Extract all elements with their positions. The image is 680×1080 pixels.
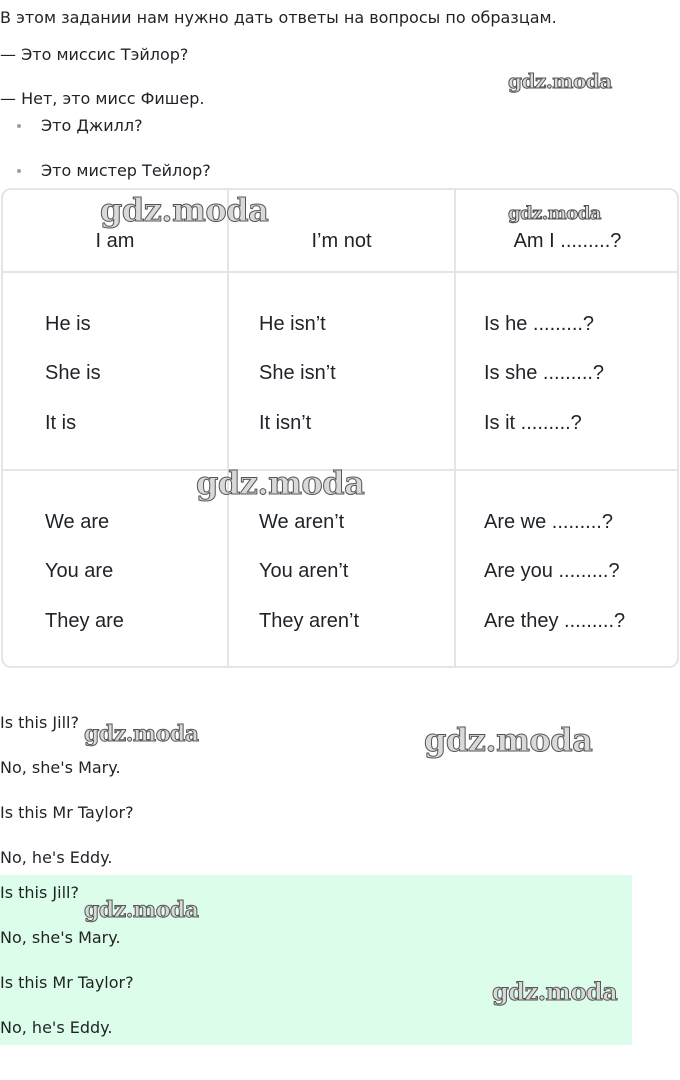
bullet-icon — [17, 124, 21, 128]
dialogue-line: Is this Mr Taylor? — [0, 803, 134, 822]
watermark: gdz.moda — [84, 721, 199, 747]
answer-line: Is this Jill? — [0, 883, 79, 902]
table-cell: They aren’t — [259, 610, 360, 632]
row-divider — [3, 469, 677, 471]
table-header: I am — [95, 230, 135, 252]
table-cell: You are — [45, 560, 114, 582]
example-question: — Это миссис Тэйлор? — [0, 45, 189, 64]
watermark: gdz.moda — [492, 977, 618, 1006]
watermark: gdz.moda — [508, 203, 601, 224]
watermark: gdz.moda — [196, 464, 365, 502]
watermark: gdz.moda — [84, 897, 199, 923]
dialogue-line: No, he's Eddy. — [0, 848, 113, 867]
answer-line: Is this Mr Taylor? — [0, 973, 134, 992]
grammar-table — [1, 188, 679, 668]
example-answer: — Нет, это мисс Фишер. — [0, 89, 205, 108]
answer-line: No, she's Mary. — [0, 928, 121, 947]
column-divider — [227, 190, 229, 666]
task-description: В этом задании нам нужно дать ответы на вопросы по образцам. — [0, 8, 557, 27]
table-cell: They are — [45, 610, 124, 632]
dialogue-line: No, she's Mary. — [0, 758, 121, 777]
row-divider — [3, 271, 677, 273]
table-cell: She is — [45, 362, 101, 384]
table-cell: We are — [45, 511, 110, 533]
table-cell: He isn’t — [259, 313, 326, 335]
list-item-text: Это мистер Тейлор? — [41, 161, 211, 180]
dialogue-line: Is this Jill? — [0, 713, 79, 732]
table-cell: She isn’t — [259, 362, 336, 384]
watermark: gdz.moda — [508, 69, 612, 93]
table-cell: It is — [45, 412, 77, 434]
table-cell: We aren’t — [259, 511, 345, 533]
table-cell: You aren’t — [259, 560, 349, 582]
table-cell: Is she .........? — [484, 362, 605, 384]
watermark: gdz.moda — [424, 721, 593, 759]
table-cell: Are we .........? — [484, 511, 613, 533]
answer-line: No, he's Eddy. — [0, 1018, 113, 1037]
list-item-text: Это Джилл? — [41, 116, 143, 135]
table-header: I’m not — [311, 230, 372, 252]
table-cell: It isn’t — [259, 412, 312, 434]
table-cell: He is — [45, 313, 91, 335]
bullet-icon — [17, 169, 21, 173]
watermark: gdz.moda — [100, 191, 269, 229]
table-cell: Are you .........? — [484, 560, 620, 582]
table-cell: Are they .........? — [484, 610, 626, 632]
table-cell: Is he .........? — [484, 313, 595, 335]
table-header: Am I .........? — [513, 230, 622, 252]
column-divider — [454, 190, 456, 666]
table-cell: Is it .........? — [484, 412, 582, 434]
